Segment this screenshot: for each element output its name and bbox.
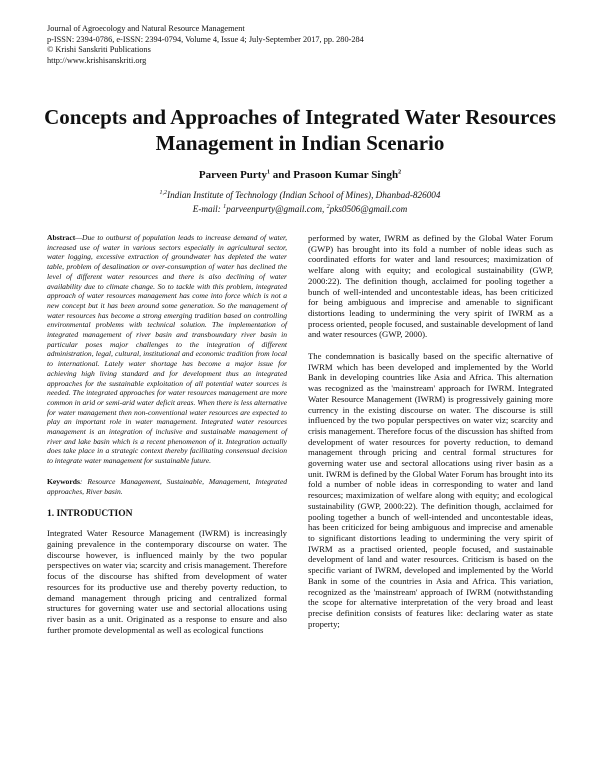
affiliation-sup: 1,2 xyxy=(159,190,168,196)
author-1-sup: 1 xyxy=(266,169,270,176)
abstract-text: —Due to outburst of population leads to increase demand of water, increased use of water in various sectors especially in agricultural sector, water logging, excessive extraction of groundwater has depleted the water table, problem of desalination or over-consumption of water has declined the level of different water resources and there is also declining of water availability due to climate change. So to tackle with this problem, integrated approach of water resources management has come into force which is not a new concept but it has been around some generation. So the management of water resources has become a strong emerging tradition based on controlling environmental problems with technical solution. The implementation of integrated management of river basin and transboundary river basin in particular poses major challenges to the integration of different administration, legal, cultural, institutional and economic tradition from local to international. Lately water shortage has become a major issue for achieving high living standard and for development thus an integrated approaches for the sustainable exploitation of all potential water sources is needed. The integrated approaches for water resources management are more common in arid or semi-arid water deficit areas. When there is less alternative for water management then non-conventional water resources are expected to play an important role in water management. Integrated water resources management is an integration of inclusive and sustainable management of river and lake basin which is a recent phenomenon of it. Integration actually does take place in a strategic context thereby facilitating consensual decision to integrate water management for sustainable future. xyxy=(47,233,287,466)
email-prefix: E-mail: xyxy=(192,203,224,214)
affiliation-text: Indian Institute of Technology (Indian School of Mines), Dhanbad-826004 xyxy=(167,190,441,201)
journal-name: Journal of Agroecology and Natural Resource Management xyxy=(47,24,245,33)
intro-paragraph-1: Integrated Water Resource Management (IWRM) is increasingly gaining prevalence in the contemporary discourse on water. The discourse however, is influenced mainly by the two popular perspectives on water via; scarcity and crisis management. Therefore focus of the discourse has shifted from development of water resources for its productive use and thereby poverty reduction, to demand management through pricing and centralized formal structures for governing water use and sectorial allocations using river basin as a unit. Originated as a response to ensure and also further promote developmental as well as ecological functions xyxy=(47,528,287,635)
affiliation xyxy=(40,188,560,215)
author-2: Prasoon Kumar Singh xyxy=(293,169,399,181)
journal-header xyxy=(47,24,567,66)
keywords-label: Keywords xyxy=(47,476,80,486)
author-line xyxy=(40,169,560,181)
author-2-sup: 2 xyxy=(398,169,402,176)
abstract xyxy=(47,233,287,466)
author-conjunction: and xyxy=(269,169,294,181)
right-paragraph-1: performed by water, IWRM as defined by the Global Water Forum (GWP) has brought into its fold a number of noble ideas such as coordinated efforts for water and land resources; maximization of welfare along with equity; and ecological sustainability (GWP, 2000:22). The definition though, acclaimed for pooling together a bunch of well-intended and uncontestable ideas, has been criticized for being ambiguous and imprecise and amenable to significant distortions leading to undermining the very spirit of IWRM as a process oriented, people focused, and sustainable development of land and water resources (GWP, 2000). xyxy=(308,233,553,340)
left-column xyxy=(47,233,287,646)
author-1: Parveen Purty xyxy=(198,169,267,181)
section-heading-introduction: 1. INTRODUCTION xyxy=(47,509,133,520)
email-2[interactable]: pks0506@gmail.com xyxy=(329,203,408,214)
issn-line: p-ISSN: 2394-0786, e-ISSN: 2394-0794, Volume 4, Issue 4; July-September 2017, pp. 280-284 xyxy=(47,34,364,44)
keywords xyxy=(47,477,287,496)
right-paragraph-2: The condemnation is basically based on the specific alternative of IWRM which has been developed and implemented by the World Bank in developing countries like Asia and Africa. This alternation was recognized as the 'mainstream' approach for IWRM. Integrated Water Resource Management (IWRM) is progressively gaining more currency in the existing discourse on water. The discourse is still influenced by the two popular perspectives on water viz; scarcity and crisis management. Therefore focus of the discussion has shifted from development of water resources for poverty reduction, to demand management through pricing and central formal structures for governing water use and sectoral allocations using river basin as a unit. IWRM is defined by the Global Water Forum has brought into its fold a number of noble ideas in corresponding to water and land resources; maximization of welfare along with equity; and ecological sustainability (GWP, 2000:22). The definition though, acclaimed for pooling together a bunch of well-intended and uncontestable ideas, has been criticized for being ambiguous and imprecise and amenable to significant distortions leading to undermining the very spirit of IWRM as a practised oriented, people focused, and sustainable development of land and water resources. Criticism is based on the specific variant of IWRM, developed and implemented by the World Bank in some of the countries in Asia and Africa. This variation, recognized as the 'mainstream' approach of IWRM (notwithstanding the scope for alternative interpretation of the very broad and least precise definition consists of features like: declaring water as state property; xyxy=(308,351,554,629)
keywords-text: : Resource Management, Sustainable, Management, Integrated approaches, River basin. xyxy=(47,476,287,496)
email-1[interactable]: parveenpurty@gmail.com, xyxy=(226,203,327,214)
right-column xyxy=(308,233,553,640)
paper-title: Concepts and Approaches of Integrated Water Resources Management in Indian Scenario xyxy=(44,105,556,155)
copyright-line: © Krishi Sanskriti Publications xyxy=(47,45,151,55)
journal-url[interactable]: http://www.krishisanskriti.org xyxy=(47,55,147,65)
email-1-sup: 1 xyxy=(223,203,227,210)
abstract-label: Abstract xyxy=(47,233,76,242)
email-2-sup: 2 xyxy=(326,203,330,210)
